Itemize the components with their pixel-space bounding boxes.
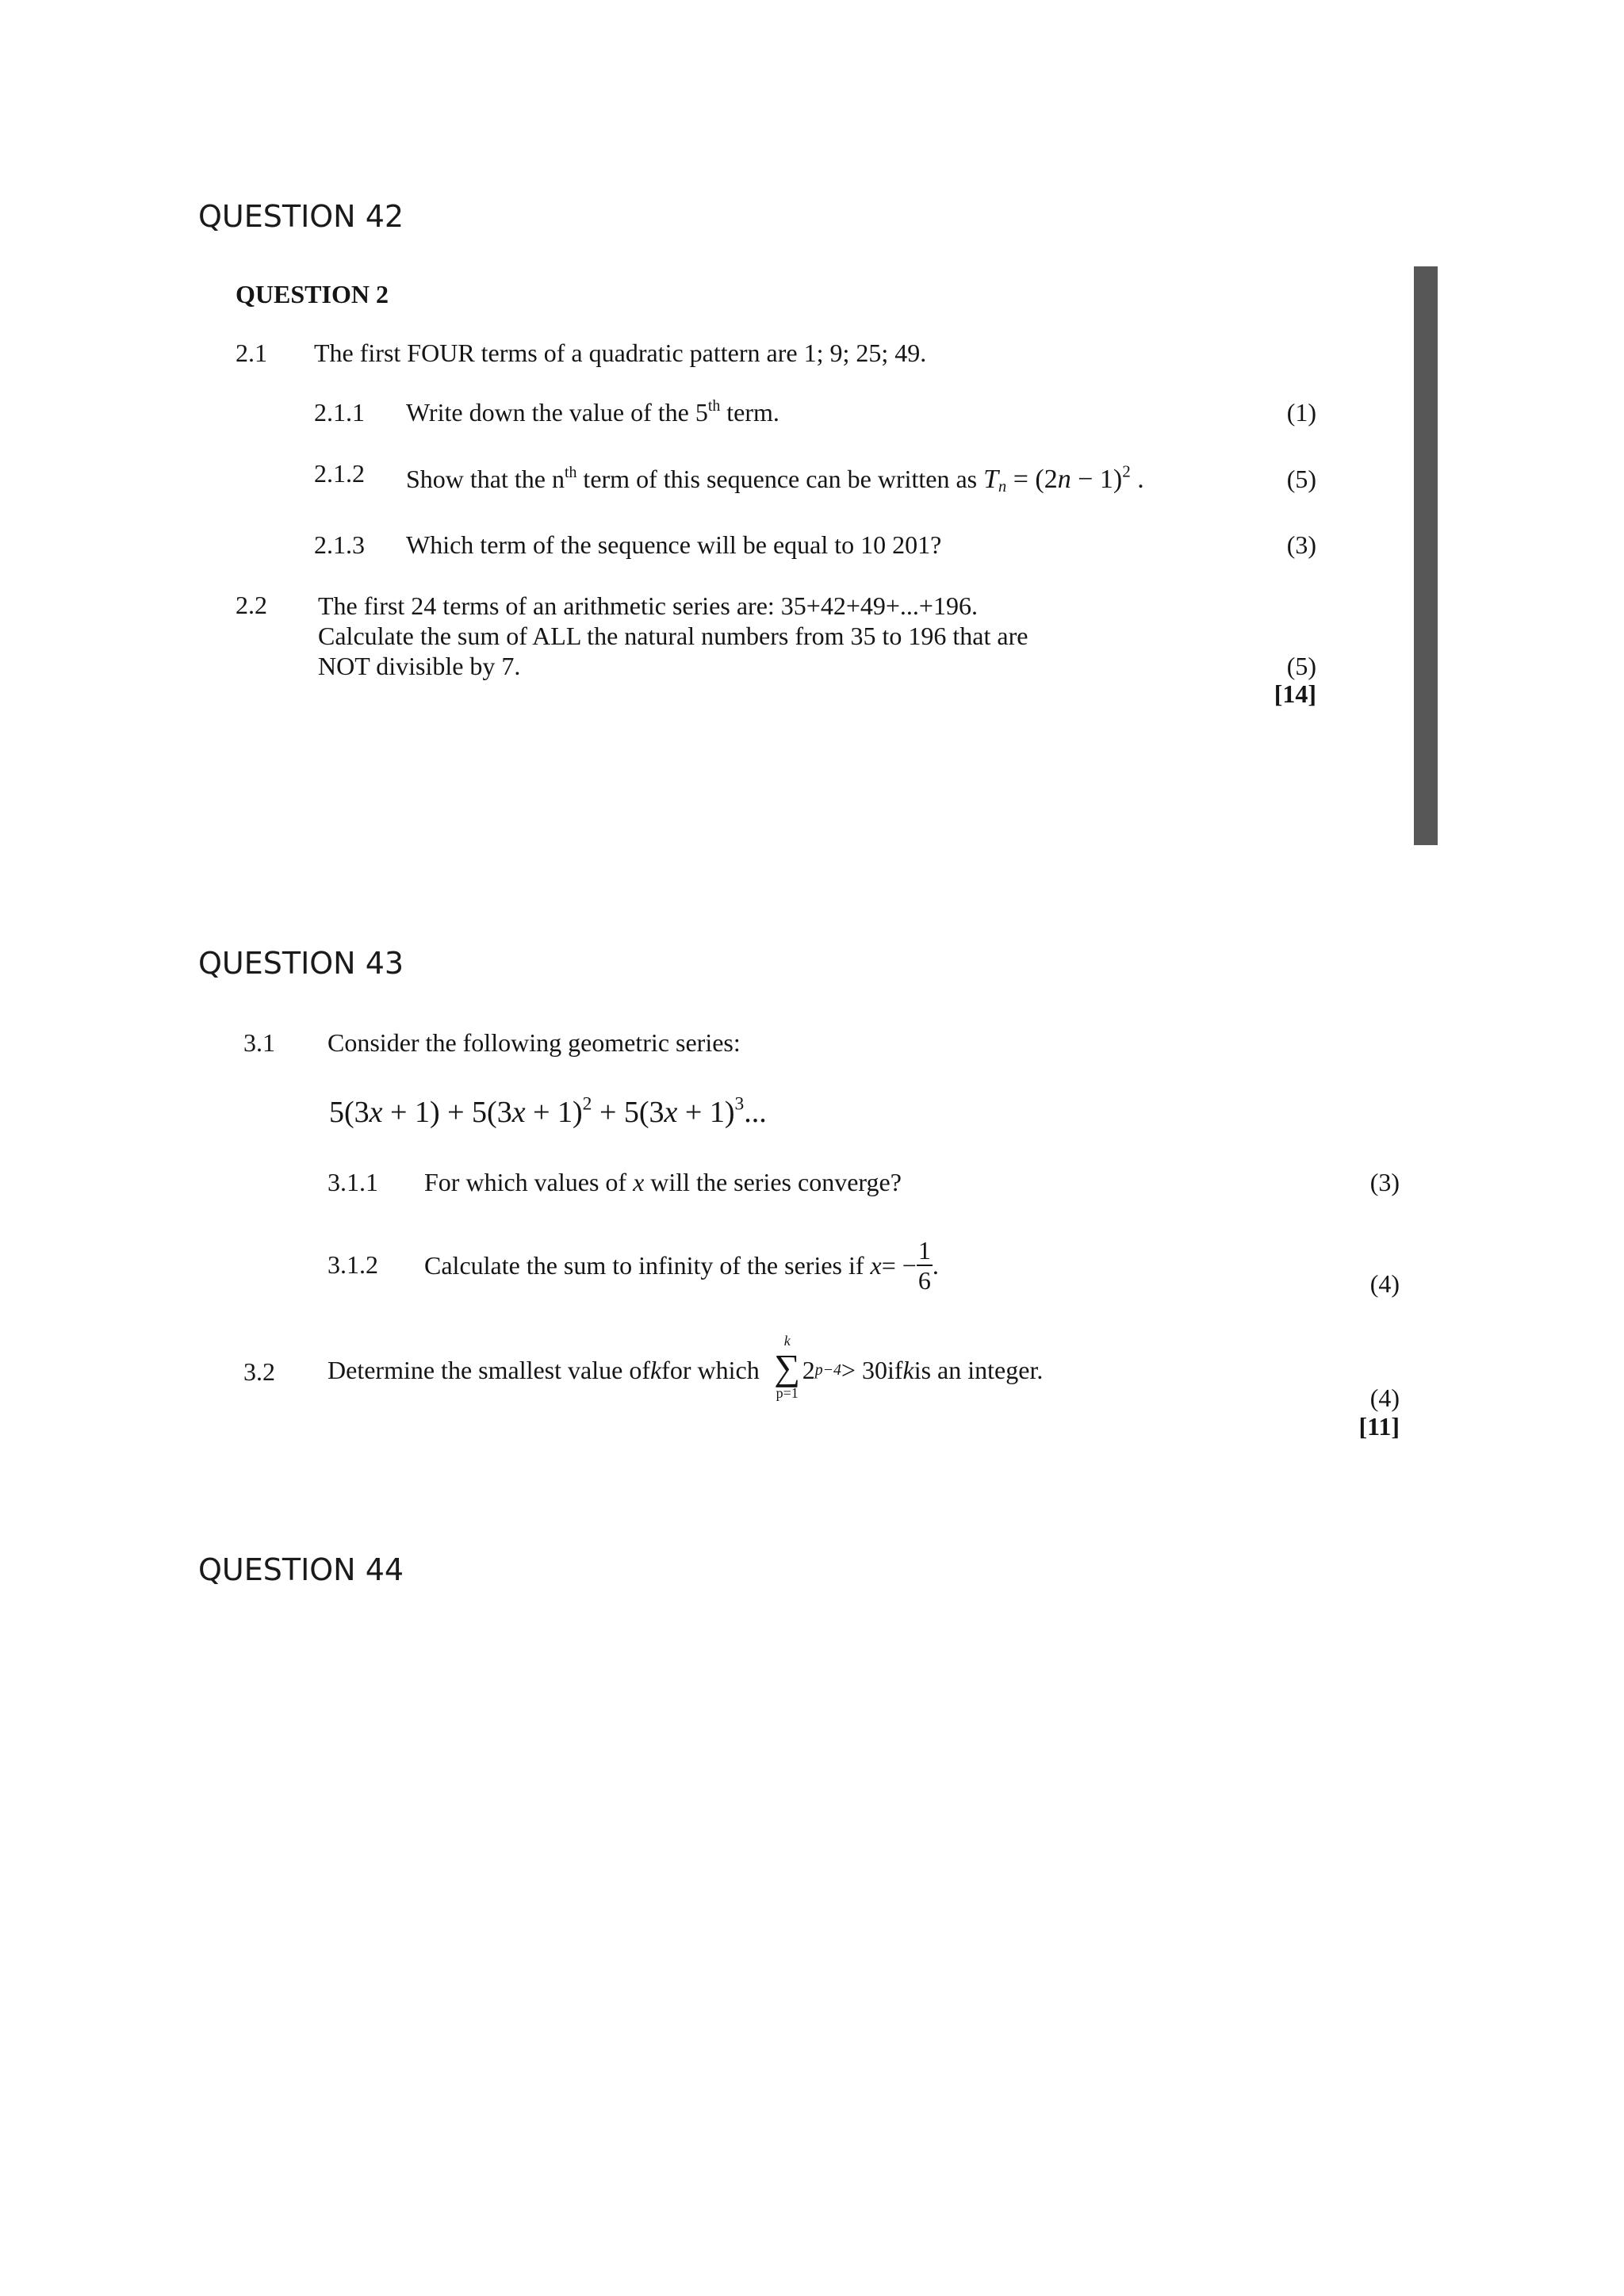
section-2-1-3-text: Which term of the sequence will be equal to 10 201?	[406, 530, 942, 559]
question-42-heading: QUESTION 42	[198, 199, 404, 234]
section-3-1-number: 3.1	[243, 1028, 275, 1057]
nth-term-formula	[983, 461, 1144, 496]
series-c: + 1)	[525, 1096, 583, 1129]
section-3-2-text: Determine the smallest value of k for which k ∑ p=1 2 p−4 > 30 if k is an integer.	[327, 1333, 1044, 1401]
question-43-heading: QUESTION 43	[198, 946, 404, 981]
series-sup-2: 2	[582, 1093, 592, 1115]
summation	[772, 1333, 802, 1401]
section-2-2-line-3: NOT divisible by 7.	[318, 652, 521, 680]
section-2-1-1-text	[406, 397, 779, 427]
summation-relation: > 30	[841, 1356, 887, 1384]
series-x-2: x	[511, 1096, 526, 1129]
section-3-2-marks: (4)	[1369, 1383, 1400, 1412]
series-f: ...	[744, 1096, 767, 1129]
section-2-1-1-marks: (1)	[1286, 398, 1316, 427]
section-3-1-1-marks: (3)	[1369, 1168, 1400, 1196]
question-2-title: QUESTION 2	[236, 280, 389, 308]
section-3-1-2-text	[424, 1234, 939, 1297]
question-3-total: [11]	[1358, 1412, 1400, 1441]
section-2-1-1-text-a: Write down the value of the 5	[406, 398, 708, 427]
section-3-2-k: k	[649, 1356, 662, 1384]
series-a: 5(3	[329, 1096, 370, 1129]
section-2-1-number: 2.1	[236, 339, 267, 367]
section-3-2-number: 3.2	[243, 1357, 275, 1386]
section-2-2-line-1: The first 24 terms of an arithmetic series are: 35+42+49+...+196.	[318, 591, 978, 620]
section-3-2-text-c: if	[887, 1356, 903, 1384]
section-3-1-2-period: .	[932, 1251, 939, 1280]
question-2-total: [14]	[1274, 679, 1316, 708]
section-2-1-2-text-b: term of this sequence can be written as	[576, 465, 984, 493]
section-2-2-number: 2.2	[236, 591, 267, 619]
question-44-heading: QUESTION 44	[198, 1552, 404, 1587]
section-3-1-1-x: x	[633, 1168, 645, 1196]
section-2-1-2-sup: th	[564, 464, 577, 482]
formula-mid: = (2	[1006, 465, 1058, 494]
section-3-1-text: Consider the following geometric series:	[327, 1028, 741, 1057]
section-2-2-line-2: Calculate the sum of ALL the natural numbers from 35 to 196 that are	[318, 622, 1028, 650]
section-2-1-2-number: 2.1.2	[314, 459, 365, 488]
fraction-one-sixth	[917, 1238, 933, 1293]
section-2-1-2-marks: (5)	[1286, 465, 1316, 493]
formula-T: T	[983, 465, 999, 494]
series-sup-3: 3	[734, 1093, 745, 1115]
section-3-1-1-number: 3.1.1	[327, 1168, 378, 1196]
formula-dot: .	[1130, 465, 1144, 494]
section-2-1-1-text-b: term.	[720, 398, 779, 427]
section-3-2-k-2: k	[902, 1356, 914, 1384]
section-2-2-marks: (5)	[1286, 652, 1316, 680]
section-3-1-2-marks: (4)	[1369, 1269, 1400, 1298]
section-3-2-text-d: is an integer.	[914, 1356, 1044, 1384]
series-x-1: x	[369, 1096, 383, 1129]
series-d: + 5(3	[592, 1096, 665, 1129]
section-2-1-1-number: 2.1.1	[314, 398, 365, 427]
section-2-1-2-text	[406, 461, 1144, 496]
formula-sub-n: n	[998, 478, 1007, 496]
formula-sup: 2	[1122, 461, 1131, 481]
section-2-1-2-text-a: Show that the n	[406, 465, 565, 493]
section-2-1-1-sup: th	[707, 397, 721, 415]
section-3-1-1-text-a: For which values of	[424, 1168, 634, 1196]
fraction-numerator: 1	[917, 1236, 931, 1265]
section-3-2-text-a: Determine the smallest value of	[327, 1356, 650, 1384]
summation-base: 2	[802, 1356, 815, 1384]
section-2-1-text: The first FOUR terms of a quadratic pattern are 1; 9; 25; 49.	[314, 339, 927, 367]
series-x-3: x	[664, 1096, 678, 1129]
section-3-2-text-b: for which	[661, 1356, 760, 1384]
series-e: + 1)	[677, 1096, 735, 1129]
summation-upper-limit: k	[783, 1333, 791, 1349]
summation-lower-limit: p=1	[776, 1385, 799, 1401]
geometric-series-expression	[329, 1095, 767, 1130]
sigma-icon: ∑	[774, 1347, 801, 1387]
section-3-1-2-text-a: Calculate the sum to infinity of the series if	[424, 1251, 864, 1280]
section-3-1-2-x: x	[870, 1251, 882, 1280]
section-3-1-1-text	[424, 1167, 902, 1197]
section-3-1-2-number: 3.1.2	[327, 1250, 378, 1279]
series-b: + 1) + 5(3	[382, 1096, 512, 1129]
vertical-scrollbar-thumb[interactable]	[1414, 266, 1438, 845]
section-3-1-2-eq: = −	[881, 1251, 917, 1280]
formula-end: − 1)	[1071, 465, 1123, 494]
section-2-1-3-marks: (3)	[1286, 530, 1316, 559]
section-3-1-1-text-b: will the series converge?	[644, 1168, 902, 1196]
fraction-denominator: 6	[917, 1266, 931, 1295]
formula-n: n	[1057, 465, 1071, 494]
section-2-1-3-number: 2.1.3	[314, 530, 365, 559]
